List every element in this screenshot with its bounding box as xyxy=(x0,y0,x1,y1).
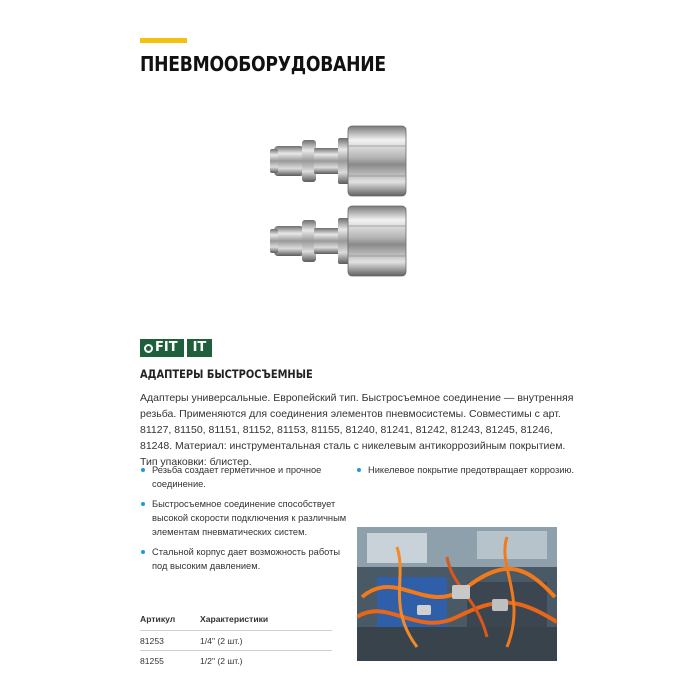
section-title: ПНЕВМООБОРУДОВАНИЕ xyxy=(140,52,386,76)
feature-list-right xyxy=(356,463,586,483)
table-cell-specs: 1/2" (2 шт.) xyxy=(200,651,332,671)
feature-list-left xyxy=(140,463,350,579)
table-cell-specs: 1/4" (2 шт.) xyxy=(200,631,332,651)
brand-logo-text: FIT xyxy=(155,340,178,355)
column-header-article: Артикул xyxy=(140,614,176,624)
feature-item: Стальной корпус дает возможность работы под высоким давлением. xyxy=(140,545,350,573)
table-row xyxy=(140,651,332,671)
brand-logo xyxy=(140,339,212,357)
feature-item: Резьба создает герметичное и прочное соединение. xyxy=(140,463,350,491)
table-header-row xyxy=(140,614,332,631)
logo-ring-icon xyxy=(144,344,153,353)
product-title: АДАПТЕРЫ БЫСТРОСЪЕМНЫЕ xyxy=(140,367,313,381)
adapter-top xyxy=(270,126,406,196)
table-cell-article: 81253 xyxy=(140,631,200,651)
feature-item: Быстросъемное соединение способствует высокой скорости подключения к различным элементам пневматических систем. xyxy=(140,497,350,539)
accent-bar xyxy=(140,38,187,43)
adapter-bottom xyxy=(270,206,406,276)
product-description: Адаптеры универсальные. Европейский тип. Быстросъемное соединение — внутренняя резьба. Применяются для соединения элементов пневмосистемы. Совместимы с арт. 81127, 81150, 81151, 81152, 81153, 81155, 81240, 81241, 81242, 81243, 81245, 81246, 81248. Материал: инструментальная сталь с никелевым антикоррозийным покрытием. Тип упаковки: блистер. xyxy=(140,392,574,468)
brand-logo-it: IT xyxy=(187,339,213,357)
table-cell-article: 81255 xyxy=(140,651,200,671)
brand-logo-fit xyxy=(140,339,184,357)
product-photo xyxy=(262,118,434,284)
column-header-specs: Характеристики xyxy=(200,614,269,624)
feature-item: Никелевое покрытие предотвращает коррозию. xyxy=(356,463,586,477)
table-row xyxy=(140,631,332,651)
workshop-photo xyxy=(357,527,557,661)
spec-table xyxy=(140,614,332,670)
